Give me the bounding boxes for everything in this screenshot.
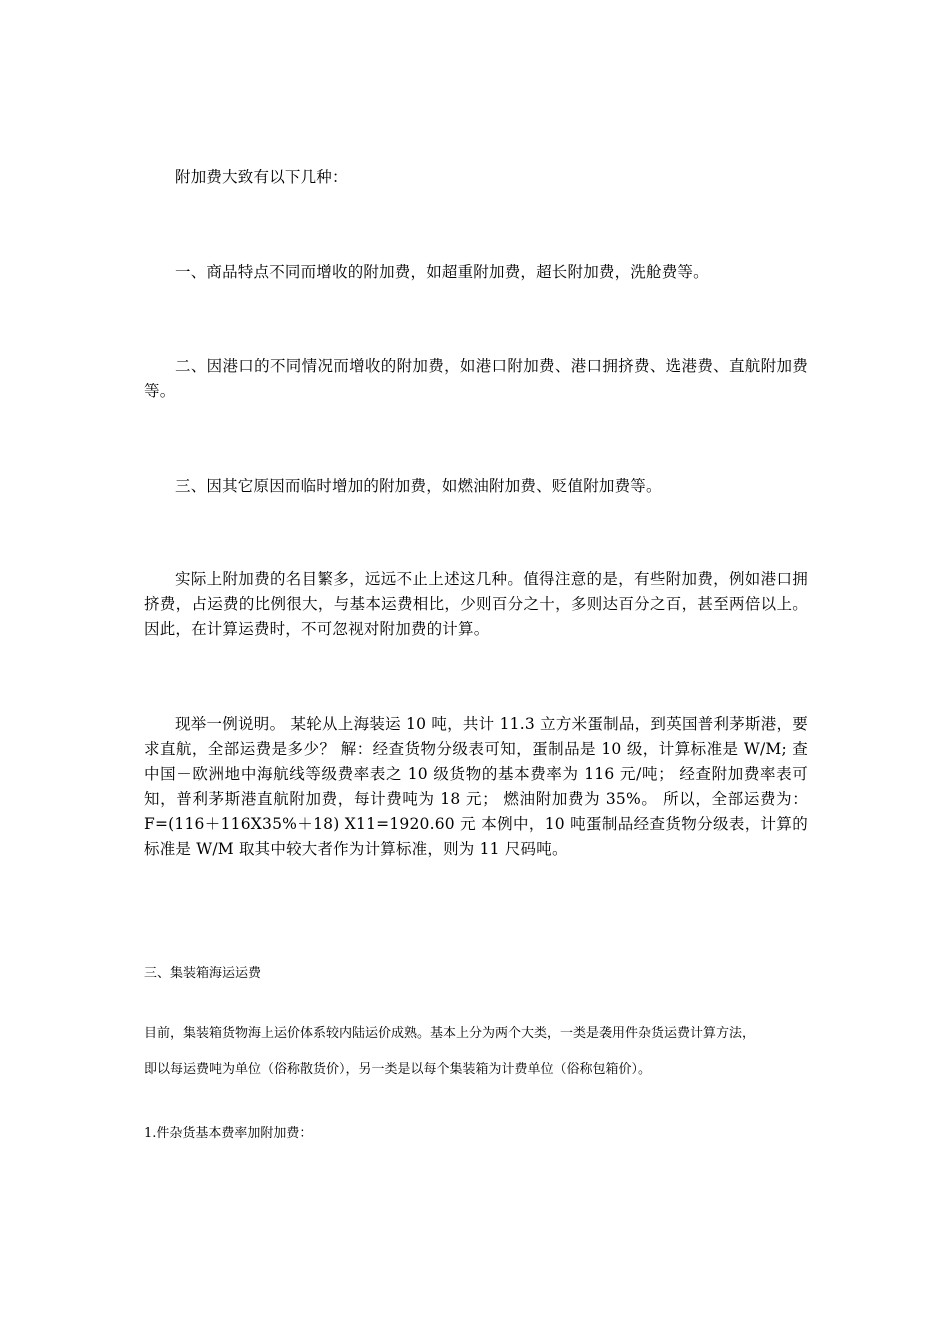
section-heading: 三、集装箱海运运费 [144, 966, 262, 981]
sub-heading: 1.件杂货基本费率加附加费： [144, 1126, 313, 1141]
container-paragraph-line-2: 即以每运费吨为单位（俗称散货价），另一类是以每个集装箱为计费单位（俗称包箱价）。 [144, 1062, 652, 1077]
paragraph-item-three: 三、因其它原因而临时增加的附加费，如燃油附加费、贬值附加费等。 [175, 477, 662, 495]
paragraph-item-one: 一、商品特点不同而增收的附加费，如超重附加费，超长附加费，洗舱费等。 [175, 263, 709, 281]
paragraph-example: 现举一例说明。 某轮从上海装运 10 吨，共计 11.3 立方米蛋制品，到英国普利茅斯港，要求直航，全部运费是多少？ 解：经查货物分级表可知，蛋制品是 10 级，计算标准是 W/M; 查中国－欧洲地中海航线等级费率表之 10 级货物的基本费率为 116 元/吨； 经查附加费率表可知，普利茅斯港直航附加费，每计费吨为 18 元； 燃油附加费为 35%。 所以，全部运费为： F=(116＋116X35%＋18) X11=1920.60 元 本例中，10 吨蛋制品经查货物分级表，计算的标准是 W/M 取其中较大者作为计算标准，则为 11 尺码吨。 [144, 715, 808, 858]
container-paragraph-line-1: 目前，集装箱货物海上运价体系较内陆运价成熟。基本上分为两个大类，一类是袭用件杂货运费计算方法， [144, 1026, 756, 1041]
paragraph-actual-note: 实际上附加费的名目繁多，远远不止上述这几种。值得注意的是，有些附加费，例如港口拥挤费，占运费的比例很大，与基本运费相比，少则百分之十，多则达百分之百，甚至两倍以上。因此，在计算运费时，不可忽视对附加费的计算。 [144, 570, 808, 638]
paragraph-intro: 附加费大致有以下几种： [175, 168, 348, 186]
paragraph-item-two: 二、因港口的不同情况而增收的附加费，如港口附加费、港口拥挤费、选港费、直航附加费等。 [144, 357, 808, 400]
